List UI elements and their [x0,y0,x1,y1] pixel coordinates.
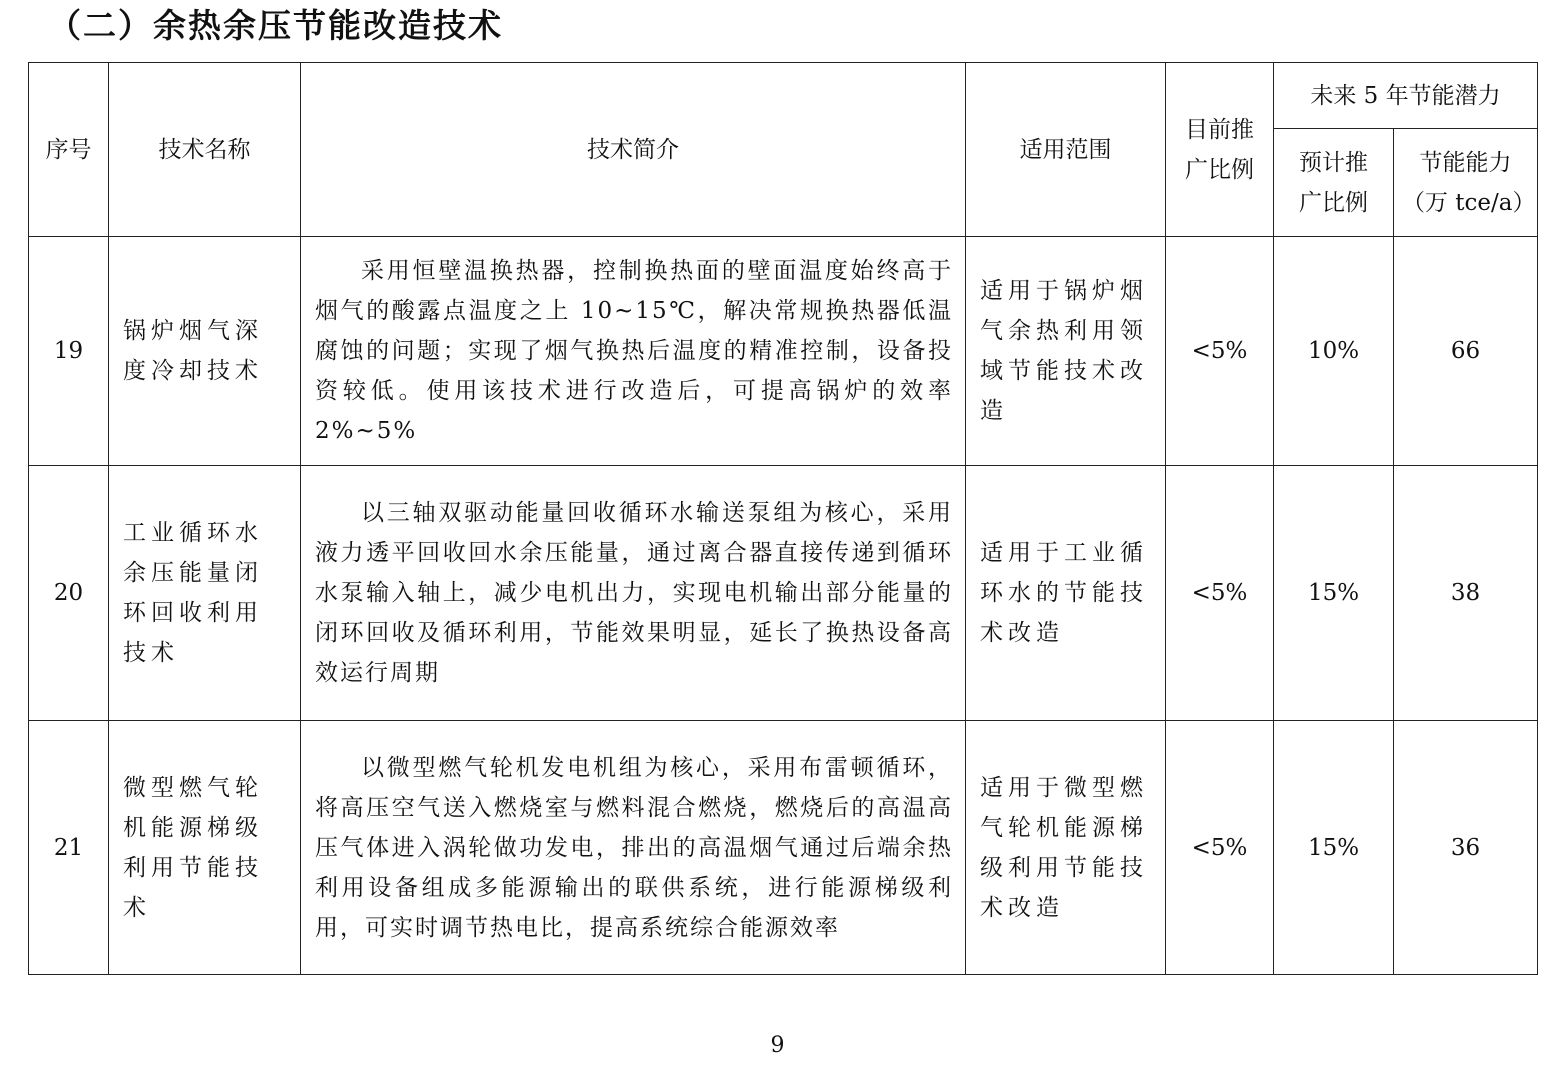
row-scope: 适用于微型燃气轮机能源梯级利用节能技术改造 [966,721,1166,975]
row-tech-intro: 采用恒壁温换热器，控制换热面的壁面温度始终高于烟气的酸露点温度之上 10~15℃，解决常规换热器低温腐蚀的问题；实现了烟气换热后温度的精准控制，设备投资较低。使用该技术进行改造后，可提高锅炉的效率 2%~5% [301,237,966,466]
row-index: 20 [29,466,109,721]
header-scope: 适用范围 [966,63,1166,237]
row-tech-intro: 以微型燃气轮机发电机组为核心，采用布雷顿循环，将高压空气送入燃烧室与燃料混合燃烧，燃烧后的高温高压气体进入涡轮做功发电，排出的高温烟气通过后端余热利用设备组成多能源输出的联供系统，进行能源梯级利用，可实时调节热电比，提高系统综合能源效率 [301,721,966,975]
row-tech-name: 锅炉烟气深度冷却技术 [109,237,301,466]
header-intro: 技术简介 [301,63,966,237]
row-tech-name: 微型燃气轮机能源梯级利用节能技术 [109,721,301,975]
row-index: 19 [29,237,109,466]
row-tech-intro: 以三轴双驱动能量回收循环水输送泵组为核心，采用液力透平回收回水余压能量，通过离合器直接传递到循环水泵输入轴上，减少电机出力，实现电机输出部分能量的闭环回收及循环利用，节能效果明显，延长了换热设备高效运行周期 [301,466,966,721]
row-expected-ratio: 15% [1274,466,1394,721]
technology-table [28,62,1538,975]
header-expected-ratio: 预计推广比例 [1274,129,1394,237]
row-capacity: 36 [1394,721,1538,975]
header-name: 技术名称 [109,63,301,237]
row-expected-ratio: 15% [1274,721,1394,975]
row-capacity: 38 [1394,466,1538,721]
row-current-ratio: <5% [1166,721,1274,975]
row-scope: 适用于工业循环水的节能技术改造 [966,466,1166,721]
header-capacity: 节能能力（万 tce/a） [1394,129,1538,237]
row-current-ratio: <5% [1166,466,1274,721]
header-future-potential: 未来 5 年节能潜力 [1274,63,1538,129]
table-row [29,237,1538,466]
row-tech-name: 工业循环水余压能量闭环回收利用技术 [109,466,301,721]
section-title: （二）余热余压节能改造技术 [48,6,503,45]
row-capacity: 66 [1394,237,1538,466]
table-row [29,466,1538,721]
page-number: 9 [770,1033,785,1058]
header-index: 序号 [29,63,109,237]
row-index: 21 [29,721,109,975]
row-expected-ratio: 10% [1274,237,1394,466]
row-scope: 适用于锅炉烟气余热利用领域节能技术改造 [966,237,1166,466]
row-current-ratio: <5% [1166,237,1274,466]
table-row [29,721,1538,975]
header-current-ratio: 目前推广比例 [1166,63,1274,237]
